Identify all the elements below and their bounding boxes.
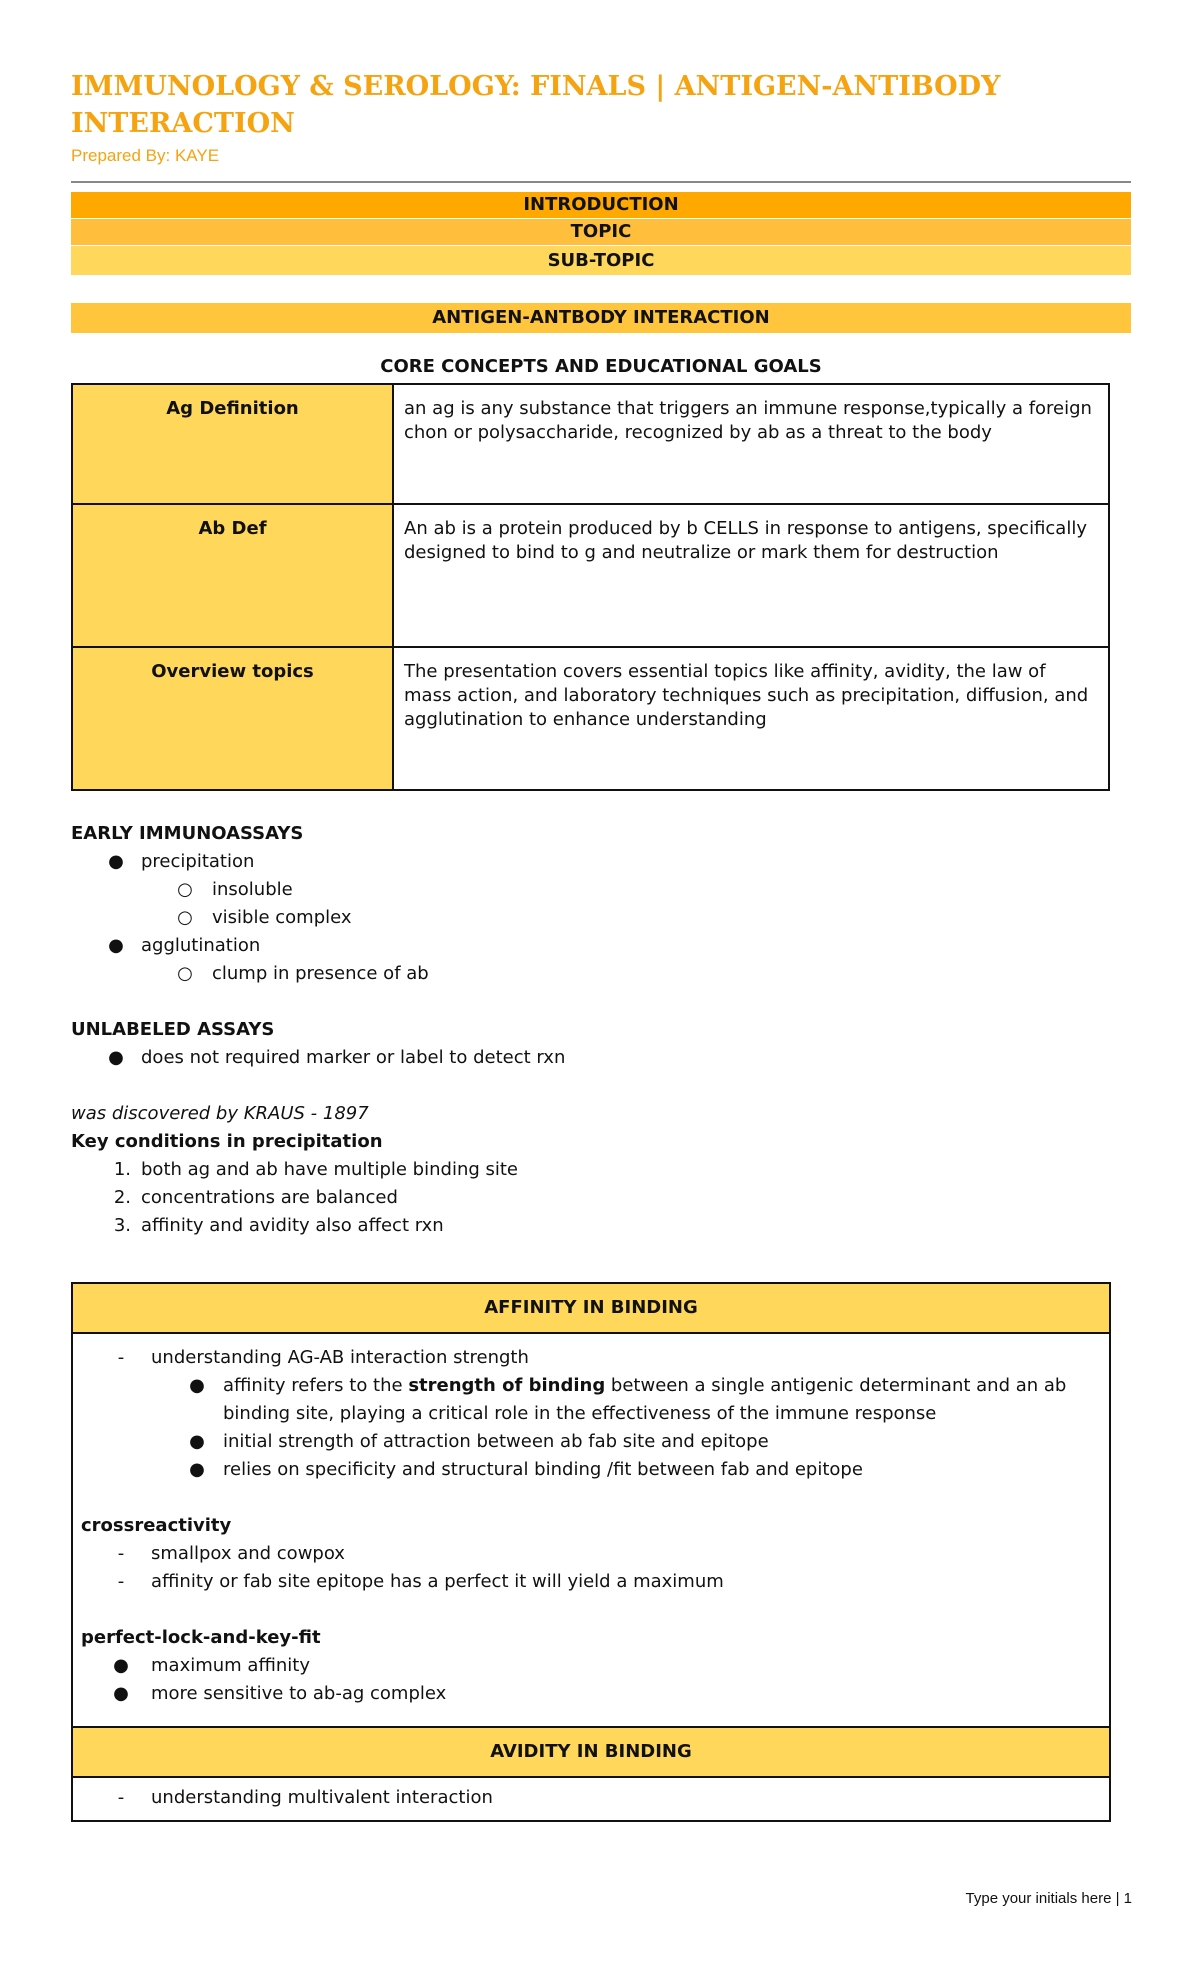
list-item xyxy=(81,1784,1101,1812)
bullet-icon: ● xyxy=(108,935,124,956)
list-item xyxy=(81,1344,1101,1372)
list-item xyxy=(71,960,1131,988)
core-concepts-table xyxy=(71,383,1110,791)
document-title: IMMUNOLOGY & SEROLOGY: FINALS | ANTIGEN-ANTIBODY INTERACTION xyxy=(71,71,1001,139)
affinity-heading: AFFINITY IN BINDING xyxy=(73,1284,1109,1334)
list-item xyxy=(81,1680,1101,1708)
avidity-body xyxy=(73,1778,1109,1820)
dash-icon: - xyxy=(117,1571,125,1592)
list-item-text: agglutination xyxy=(141,935,261,956)
bullet-icon: ● xyxy=(108,1047,124,1068)
binding-table xyxy=(71,1282,1111,1822)
list-item xyxy=(81,1540,1101,1568)
list-number: 3. xyxy=(113,1215,131,1236)
list-item xyxy=(81,1568,1101,1596)
list-item-text: clump in presence of ab xyxy=(212,963,429,984)
list-item-text: understanding multivalent interaction xyxy=(151,1787,493,1808)
list-item-text: precipitation xyxy=(141,851,255,872)
list-item-text: affinity or fab site epitope has a perfect it will yield a maximum xyxy=(151,1571,724,1592)
list-item xyxy=(71,1156,1131,1184)
band-subtopic: SUB-TOPIC xyxy=(71,246,1131,275)
unlabeled-assays-section xyxy=(71,1016,1131,1072)
list-item xyxy=(71,904,1131,932)
bullet-icon: ● xyxy=(113,1683,129,1704)
list-item-text: insoluble xyxy=(212,879,293,900)
row-label: Ab Def xyxy=(72,504,393,647)
row-label: Overview topics xyxy=(72,647,393,790)
band-introduction: INTRODUCTION xyxy=(71,192,1131,218)
list-item xyxy=(81,1428,1101,1456)
hollow-bullet-icon: ○ xyxy=(177,907,193,928)
precipitation-section xyxy=(71,1100,1131,1240)
list-item-text: both ag and ab have multiple binding site xyxy=(141,1159,519,1180)
list-item-text: does not required marker or label to detect rxn xyxy=(141,1047,566,1068)
list-item-text: maximum affinity xyxy=(151,1655,310,1676)
bullet-icon: ● xyxy=(189,1375,205,1396)
list-item-emphasis: strength of binding xyxy=(408,1375,606,1396)
bullet-icon: ● xyxy=(189,1459,205,1480)
precipitation-heading: Key conditions in precipitation xyxy=(71,1131,383,1152)
list-number: 2. xyxy=(113,1187,131,1208)
row-value: An ab is a protein produced by b CELLS in response to antigens, specifically designed to bind to g and neutralize or mark them for destruction xyxy=(393,504,1109,647)
list-item xyxy=(81,1456,1101,1484)
list-item-text: more sensitive to ab-ag complex xyxy=(151,1683,447,1704)
table-row xyxy=(72,504,1109,647)
list-item-text: visible complex xyxy=(212,907,352,928)
list-item-text: affinity and avidity also affect rxn xyxy=(141,1215,444,1236)
list-item xyxy=(71,848,1131,876)
row-label: Ag Definition xyxy=(72,384,393,504)
list-item-text: understanding AG-AB interaction strength xyxy=(151,1347,529,1368)
list-item xyxy=(81,1372,1101,1428)
dash-icon: - xyxy=(117,1347,125,1368)
list-item xyxy=(71,1044,1131,1072)
unlabeled-assays-heading: UNLABELED ASSAYS xyxy=(71,1019,275,1040)
list-number: 1. xyxy=(113,1159,131,1180)
list-item xyxy=(71,1212,1131,1240)
list-item xyxy=(81,1652,1101,1680)
affinity-body xyxy=(73,1334,1109,1726)
header-divider xyxy=(71,181,1131,183)
bullet-icon: ● xyxy=(113,1655,129,1676)
band-topic: TOPIC xyxy=(71,219,1131,245)
dash-icon: - xyxy=(117,1543,125,1564)
crossreactivity-heading: crossreactivity xyxy=(81,1515,232,1536)
hollow-bullet-icon: ○ xyxy=(177,879,193,900)
row-value: The presentation covers essential topics like affinity, avidity, the law of mass action, and laboratory techniques such as precipitation, diffusion, and agglutination to enhance understanding xyxy=(393,647,1109,790)
list-item xyxy=(71,932,1131,960)
hollow-bullet-icon: ○ xyxy=(177,963,193,984)
page-footer: Type your initials here | 1 xyxy=(965,1890,1132,1907)
early-immunoassays-heading: EARLY IMMUNOASSAYS xyxy=(71,823,304,844)
list-item-text: relies on specificity and structural binding /fit between fab and epitope xyxy=(223,1459,863,1480)
lock-and-key-heading: perfect-lock-and-key-fit xyxy=(81,1627,321,1648)
list-item-text: between a single antigenic determinant and an ab binding site, playing a critical role in the effectiveness of the immune response xyxy=(223,1375,1067,1424)
list-item xyxy=(71,1184,1131,1212)
section-heading: ANTIGEN-ANTBODY INTERACTION xyxy=(71,303,1131,333)
core-concepts-title: CORE CONCEPTS AND EDUCATIONAL GOALS xyxy=(380,356,822,377)
bullet-icon: ● xyxy=(108,851,124,872)
list-item-text: smallpox and cowpox xyxy=(151,1543,345,1564)
table-row xyxy=(72,384,1109,504)
prepared-by: Prepared By: KAYE xyxy=(71,146,220,165)
list-item xyxy=(71,876,1131,904)
list-item-text: affinity refers to the xyxy=(223,1375,409,1396)
bullet-icon: ● xyxy=(189,1431,205,1452)
list-item-text: concentrations are balanced xyxy=(141,1187,398,1208)
table-row xyxy=(72,647,1109,790)
avidity-heading: AVIDITY IN BINDING xyxy=(73,1726,1109,1778)
list-item-text: initial strength of attraction between ab fab site and epitope xyxy=(223,1431,769,1452)
early-immunoassays-section xyxy=(71,820,1131,988)
row-value: an ag is any substance that triggers an immune response,typically a foreign chon or polysaccharide, recognized by ab as a threat to the body xyxy=(393,384,1109,504)
dash-icon: - xyxy=(117,1787,125,1808)
discovery-note: was discovered by KRAUS - 1897 xyxy=(71,1103,369,1124)
